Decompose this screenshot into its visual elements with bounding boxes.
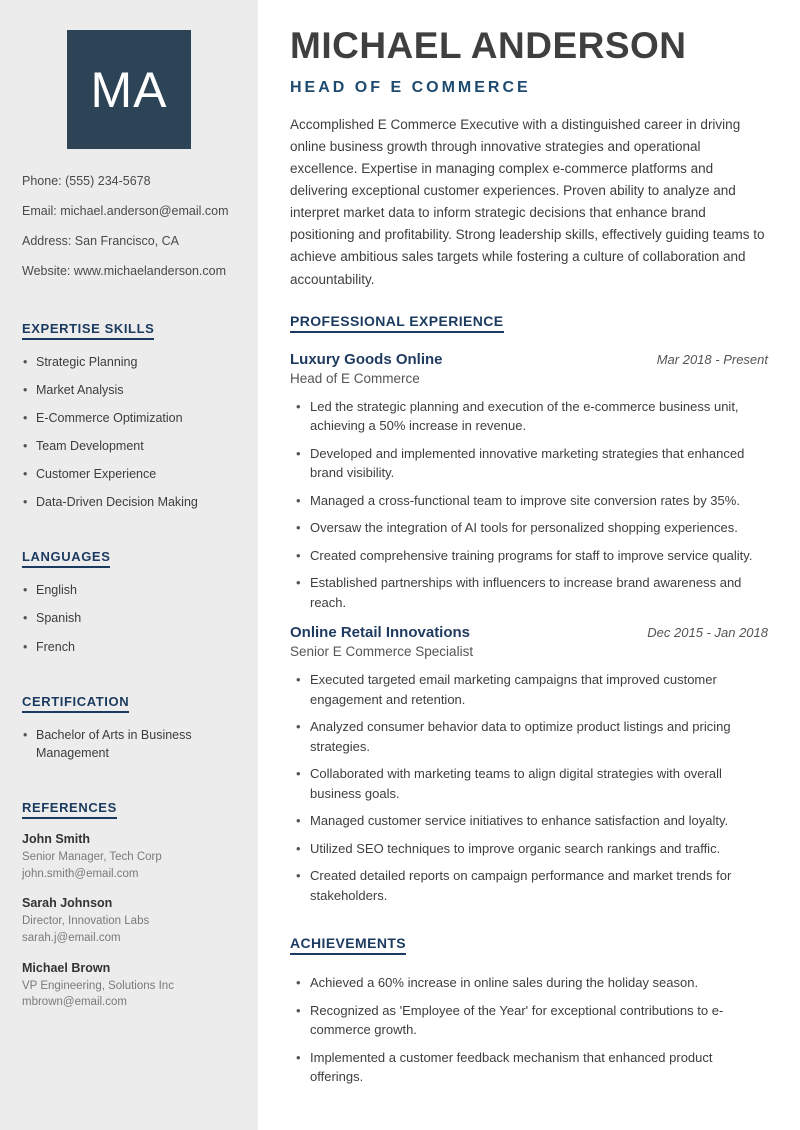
experience-entry: [290, 351, 768, 613]
list-item: • Executed targeted email marketing campaigns that improved customer engagement and retention.: [294, 670, 768, 709]
main-content: [258, 0, 800, 1130]
list-item: • Implemented a customer feedback mechanism that enhanced product offerings.: [294, 1048, 768, 1087]
reference-name: John Smith: [22, 831, 91, 846]
contact-address: Address: San Francisco, CA: [22, 233, 180, 248]
candidate-job-title: HEAD OF E COMMERCE: [290, 78, 531, 96]
list-item: • Developed and implemented innovative marketing strategies that enhanced brand visibility.: [294, 444, 768, 483]
contact-info: [22, 173, 236, 280]
job-bullet-list: [290, 397, 768, 613]
job-dates: Dec 2015 - Jan 2018: [647, 625, 768, 641]
sidebar: [0, 0, 258, 1130]
languages-list: [22, 581, 236, 655]
reference-name: Sarah Johnson: [22, 896, 113, 911]
job-dates: Mar 2018 - Present: [656, 351, 768, 367]
job-role: Senior E Commerce Specialist: [290, 644, 474, 660]
reference-email: sarah.j@email.com: [22, 931, 121, 944]
list-item: • Spanish: [22, 609, 236, 627]
list-item: • Strategic Planning: [22, 353, 236, 371]
expertise-list: [22, 353, 236, 512]
contact-website: Website: www.michaelanderson.com: [22, 263, 227, 278]
list-item: • Bachelor of Arts in Business Management: [22, 726, 236, 762]
list-item: • Created detailed reports on campaign performance and market trends for stakeholders.: [294, 866, 768, 905]
references-heading: REFERENCES: [22, 800, 117, 819]
list-item: • Managed customer service initiatives to enhance satisfaction and loyalty.: [294, 811, 768, 831]
languages-section: [22, 521, 236, 655]
achievements-list: [290, 973, 768, 1087]
reference-email: john.smith@email.com: [22, 867, 139, 880]
list-item: • Team Development: [22, 437, 236, 455]
avatar: [67, 30, 191, 149]
reference-name: Michael Brown: [22, 960, 111, 975]
list-item: • Achieved a 60% increase in online sales during the holiday season.: [294, 973, 768, 993]
reference-title: Senior Manager, Tech Corp: [22, 850, 162, 863]
reference-item: [22, 832, 236, 882]
list-item: • E-Commerce Optimization: [22, 409, 236, 427]
references-section: [22, 772, 236, 1011]
list-item: • Established partnerships with influencers to increase brand awareness and reach.: [294, 573, 768, 612]
expertise-section: [22, 293, 236, 512]
job-bullet-list: [290, 670, 768, 905]
avatar-initials: MA: [90, 61, 168, 118]
candidate-name: MICHAEL ANDERSON: [290, 25, 687, 66]
certification-section: [22, 666, 236, 762]
job-role: Head of E Commerce: [290, 370, 420, 386]
reference-title: VP Engineering, Solutions Inc: [22, 979, 174, 992]
list-item: • Market Analysis: [22, 381, 236, 399]
list-item: • Created comprehensive training programs for staff to improve service quality.: [294, 546, 768, 566]
summary-paragraph: Accomplished E Commerce Executive with a distinguished career in driving online business growth through innovative strategies and operational excellence. Expertise in managing complex e-commerce platforms and delivering exceptional customer experiences. Proven ability to analyze and interpret market data to inform strategic decisions that enhance brand positioning and profitability. Strong leadership skills, effectively guiding teams to achieve ambitious sales targets while fostering a culture of collaboration and accountability.: [290, 116, 765, 287]
list-item: • English: [22, 581, 236, 599]
contact-email: Email: michael.anderson@email.com: [22, 203, 229, 218]
list-item: • Analyzed consumer behavior data to optimize product listings and pricing strategies.: [294, 717, 768, 756]
list-item: • French: [22, 638, 236, 656]
list-item: • Data-Driven Decision Making: [22, 493, 236, 511]
list-item: • Led the strategic planning and execution of the e-commerce business unit, achieving a 50% increase in revenue.: [294, 397, 768, 436]
list-item: • Oversaw the integration of AI tools for personalized shopping experiences.: [294, 518, 768, 538]
list-item: • Customer Experience: [22, 465, 236, 483]
list-item: • Utilized SEO techniques to improve organic search rankings and traffic.: [294, 839, 768, 859]
certification-heading: CERTIFICATION: [22, 694, 129, 713]
reference-title: Director, Innovation Labs: [22, 915, 150, 928]
certification-list: [22, 726, 236, 762]
reference-item: [22, 896, 236, 946]
company-name: Luxury Goods Online: [290, 350, 443, 368]
reference-email: mbrown@email.com: [22, 996, 127, 1009]
reference-item: [22, 961, 236, 1011]
job-header: [290, 351, 768, 368]
experience-entry: [290, 624, 768, 905]
list-item: • Recognized as 'Employee of the Year' for exceptional contributions to e-commerce growth.: [294, 1001, 768, 1040]
experience-heading: PROFESSIONAL EXPERIENCE: [290, 313, 504, 333]
expertise-heading: EXPERTISE SKILLS: [22, 321, 154, 340]
list-item: • Collaborated with marketing teams to align digital strategies with overall business goals.: [294, 764, 768, 803]
list-item: • Managed a cross-functional team to improve site conversion rates by 35%.: [294, 491, 768, 511]
achievements-heading: ACHIEVEMENTS: [290, 935, 406, 955]
contact-phone: Phone: (555) 234-5678: [22, 174, 151, 188]
languages-heading: LANGUAGES: [22, 549, 110, 568]
company-name: Online Retail Innovations: [290, 624, 471, 642]
job-header: [290, 624, 768, 641]
